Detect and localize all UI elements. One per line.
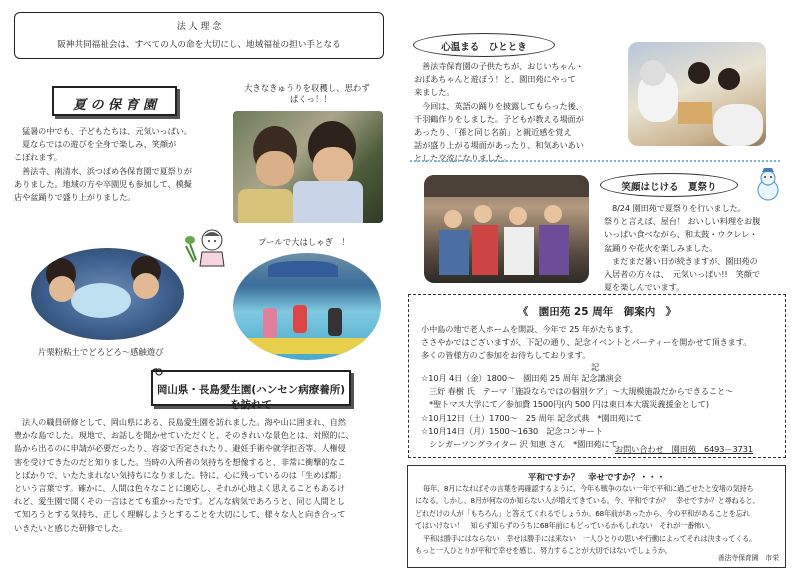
caption-cucumber: 大きなきゅうりを収穫し、思わず ぱくっ！！ bbox=[244, 83, 370, 104]
summer-title: 夏 の 保 育 園 bbox=[72, 98, 157, 113]
summer-title-box bbox=[52, 86, 177, 116]
festival-title-bubble bbox=[600, 173, 738, 197]
heart-title-bubble bbox=[413, 33, 555, 57]
heart-paragraph: 善法寺保育園の子供たちが、おじいちゃん・ おばあちゃんと遊ぼう！と、園田苑にやって 来ました。 今回は、英語の踊りを披露してもらった後、 千羽鶴作りをしました。子どもが教える場面が あったり、「孫と同じ名前」と親近感を覚え 話が盛り上がる場面があったり、和気あいあい とした交流になりました。 bbox=[414, 61, 584, 164]
photo-pool bbox=[233, 253, 381, 360]
scroll-ornament bbox=[150, 367, 164, 413]
child-illustration bbox=[182, 226, 228, 270]
peace-title: 平和ですか？ 幸せですか？・・・ bbox=[527, 473, 666, 483]
photo-cucumber-harvest bbox=[233, 111, 383, 223]
peace-signature: 善法寺保育園 市栄 bbox=[717, 554, 779, 562]
anniversary-box bbox=[408, 294, 786, 458]
peace-paragraph: 毎年、8月になればその言葉を再確認するように、今年も戦争のない一年で平和に過ごせたと安堵の気持ち になる。しかし、8月が何なのか知らない人が増えてきている。今、平和ですか？ 幸せですか？と尋ねると、 どれだけの人が「もちろん」と答えてくれるでしょうか。68年前があったから、今の平和があることを忘れ てはいけない！ 知らず知らずのうちに68年前にもどっているかもしれない それが一番怖い。 平和は勝手にはならない 幸せは勝手には来ない 一人ひとりの思いや行動によってそれは決まってくる。 もっと一人ひとりが平和で幸せを感じ、努力することが大切ではないでしょうか。 bbox=[415, 484, 760, 556]
peace-box bbox=[407, 465, 786, 568]
snowman-illustration bbox=[752, 168, 784, 206]
visit-title: 岡山県・長島愛生園(ハンセン病療養所)を訪れて bbox=[156, 384, 346, 411]
summer-paragraph: 猛暑の中でも、子どもたちは、元気いっぱい。 夏ならではの遊びを全身で楽しみ、笑顔が こぼれます。 善法寺、南清水、浜つばめ各保育園で夏祭りが ありました。地域の方や卒園児も参加して、模擬 店や盆踊りで盛り上がりました。 bbox=[14, 126, 192, 203]
motto-text: 阪神共同福祉会は、すべての人の命を大切にし、地域福祉の担い手となる bbox=[57, 40, 341, 50]
photo-clay-play bbox=[31, 248, 184, 340]
motto-title: 法 人 理 念 bbox=[176, 22, 222, 32]
motto-box bbox=[14, 12, 384, 59]
festival-paragraph: 8/24 園田苑で夏祭りを行いました。 祭りと言えば、屋台！ おいしい料理をお腹 いっぱい食べながら、和太鼓・ウクレレ・ 盆踊りや花火を楽しみました。 まだまだ暑い日が続きますが、園田苑の 入居者の方々は、 元気いっぱい!! 笑顔で 夏を楽しんでいます。 bbox=[604, 203, 761, 293]
heart-title: 心温まる ひととき bbox=[441, 42, 527, 53]
photo-elderly-children bbox=[628, 42, 766, 146]
photo-summer-festival bbox=[424, 175, 589, 283]
festival-title: 笑顔はじける 夏祭り bbox=[621, 182, 717, 193]
visit-paragraph: 法人の職員研修として、岡山県にある、長島愛生園を訪れました。海や山に囲まれ、自然 豊かな島でした。現地で、お話しを聞かせていただくと、そのきれいな景色とは、対照的に、 島から出るのに申請が必要だったり、容姿で否定されたり、避妊手術や就学拒否等、人権侵 害を受けてきたのだと知りました。当時の入所者の気持ちを想像すると、非常に衝撃的なこ とばかりで、いたたまれない気持ちになりました。特に、心に残っているのは「生めば都」 という言葉です。確かに、人間は色々なことに適応し、それが心地よく思えることもあるけ れど、愛生園で聞くその一言はとても重かったです。どんな病気であろうと、同じ人間とし て知ろうとする気持ち、正しく理解しようとすることを大切にして、様々な人と向き合って いきたいと感じた研修でした。 bbox=[14, 417, 354, 533]
anniversary-events: ☆10月 4日（金）1800～ 園田苑 25 周年 記念講演会 三好 春樹 氏 テーマ「施設ならではの個別ケア」～大規模施設だからできること～ *聖トマス大学にて／参加費 1500円(内 500 円は東日本大震災義援金として) ☆10月12日（土）1700～ 25 周年 記念式典 *園田苑にて ☆10月14日（月）1500～1630 記念コンサート シンガーソングライター 沢 知恵 さん *園田苑にて bbox=[421, 373, 734, 450]
dotted-divider bbox=[410, 160, 780, 162]
anniversary-ki: 記 bbox=[591, 362, 600, 372]
anniversary-intro: 小中島の地で老人ホームを開設、今年で 25 年がたちます。 ささやかではございますが、下記の通り、記念イベントとパーティーを開かせて頂きます。 多くの皆様方のご参加をお待ちしております。 bbox=[421, 324, 752, 361]
visit-title-box bbox=[151, 370, 351, 411]
anniversary-title: 《 園田苑 25 周年 御案内 》 bbox=[517, 306, 677, 318]
caption-pool: プールで大はしゃぎ ！ bbox=[258, 237, 350, 247]
anniversary-contact: お問い合わせ 園田苑 6493－3731 bbox=[615, 444, 753, 454]
caption-clay: 片栗粉粘土でどろどろ～感触遊び bbox=[38, 347, 164, 357]
